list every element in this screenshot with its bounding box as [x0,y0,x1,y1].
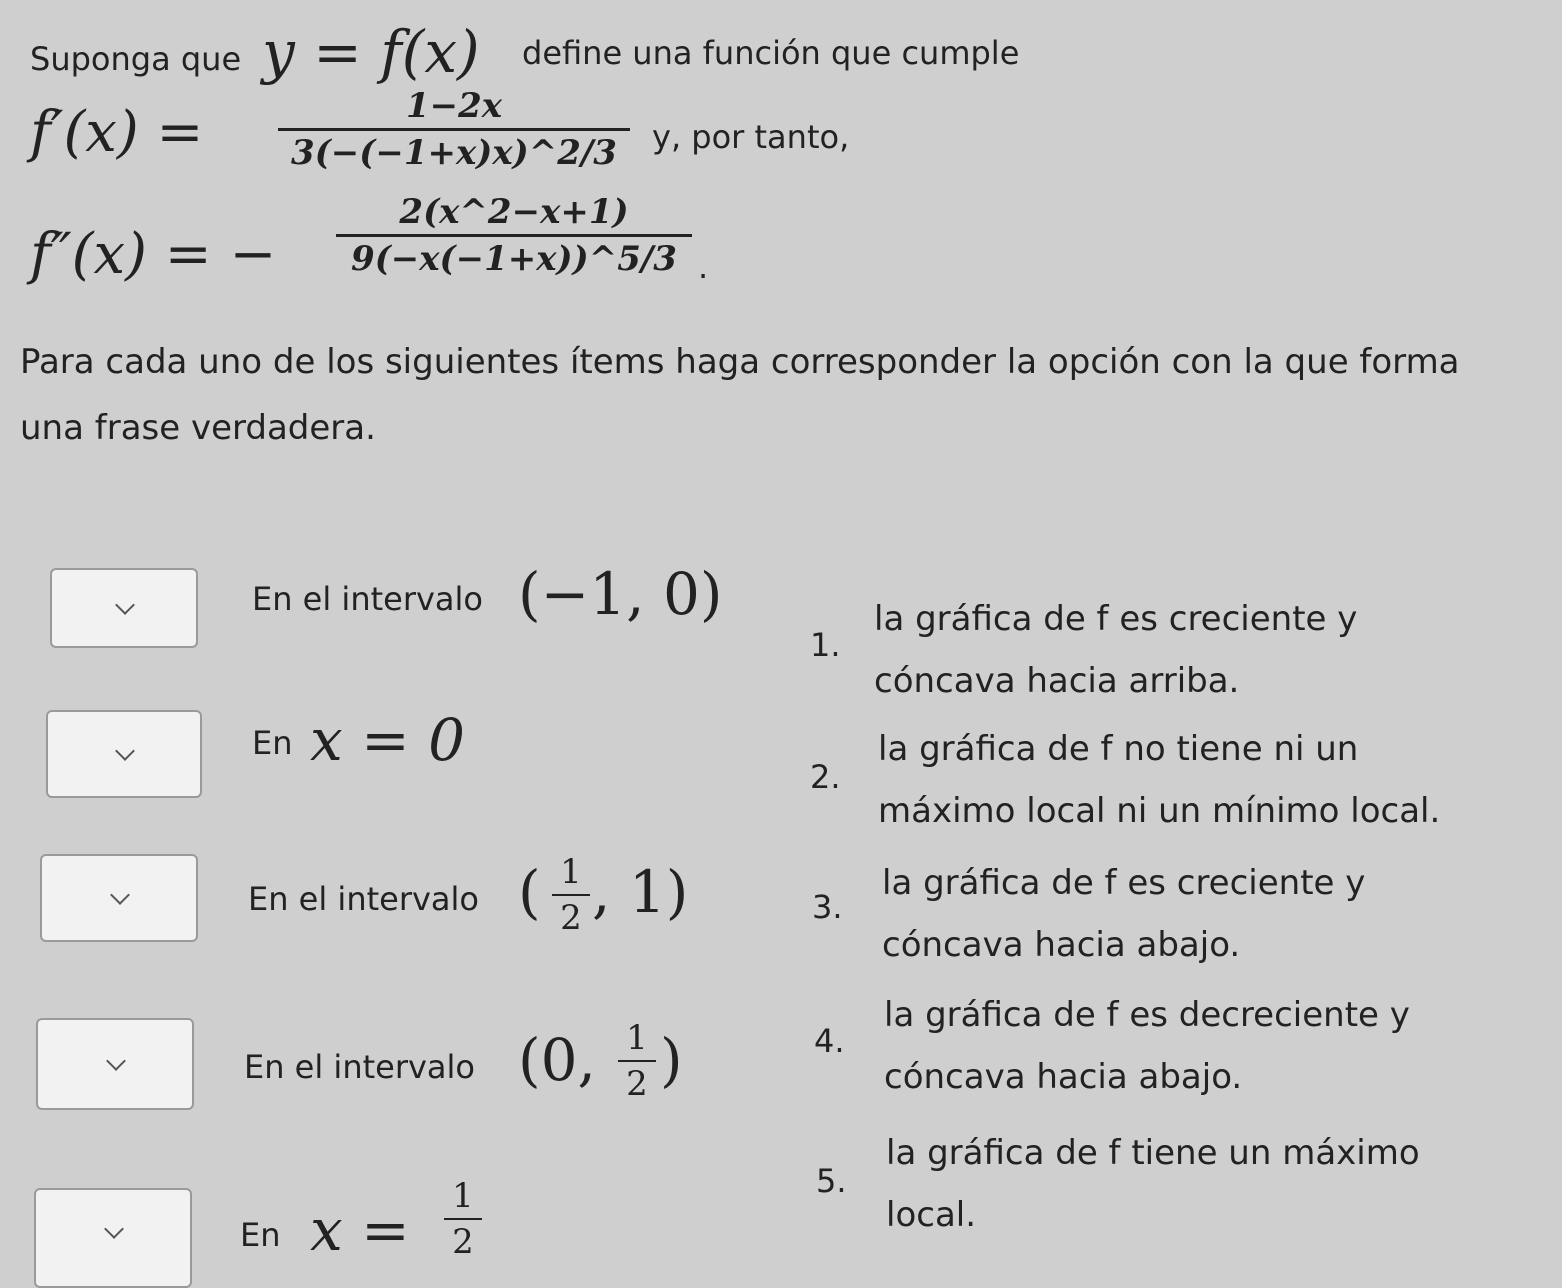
option5-text [886,1122,1420,1246]
fprime-lhs: f′(x) = [30,100,204,165]
item4-numerator: 1 [626,1018,648,1058]
option3-line1: la gráfica de f es creciente y [882,863,1366,903]
item3-denominator: 2 [560,898,582,938]
chevron-down-icon [104,1219,124,1239]
option1-number: 1. [810,626,841,664]
chevron-down-icon [106,1051,126,1071]
item3-numerator: 1 [560,852,582,892]
instructions-line2: una frase verdadera. [20,408,376,448]
fprime-fraction [278,86,630,173]
option3-line2: cóncava hacia abajo. [882,925,1241,965]
item4-close: ) [660,1026,683,1094]
option2-text [878,718,1440,842]
fsecond-period: . [698,248,709,286]
option1-line1: la gráfica de f es creciente y [874,599,1358,639]
fsecond-denominator: 9(−x(−1+x))^5/3 [351,239,677,279]
fsecond-lhs: f″(x) = − [30,222,277,287]
option5-line2: local. [886,1195,977,1235]
item5-fraction [444,1176,482,1262]
item4-open: (0, [518,1026,596,1094]
fprime-suffix: y, por tanto, [652,118,850,156]
item5-math: x = [310,1196,410,1264]
item3-prefix: En el intervalo [248,880,479,918]
item2-prefix: En [252,724,293,762]
item3-fraction [552,852,590,938]
item3-open-paren: ( [518,858,541,926]
option5-number: 5. [816,1162,847,1200]
instructions-line1: Para cada uno de los siguientes ítems haga corresponder la opción con la que forma [20,342,1460,382]
item4-fraction [618,1018,656,1104]
chevron-down-icon [115,595,135,615]
chevron-down-icon [115,741,135,761]
item3-close: , 1) [592,858,689,926]
option4-number: 4. [814,1022,845,1060]
option3-text [882,852,1365,976]
item4-select[interactable] [36,1018,194,1110]
item2-math: x = 0 [310,706,466,774]
option2-line2: máximo local ni un mínimo local. [878,791,1441,831]
option4-line1: la gráfica de f es decreciente y [884,995,1410,1035]
item3-select[interactable] [40,854,198,942]
item5-denominator: 2 [452,1222,474,1262]
item5-fraction-bar [444,1218,482,1220]
fprime-fraction-bar [278,128,630,131]
fprime-numerator: 1−2x [405,86,503,126]
fsecond-fraction [336,192,692,279]
option5-line1: la gráfica de f tiene un máximo [886,1133,1420,1173]
option3-number: 3. [812,888,843,926]
option1-text [874,588,1357,712]
intro-suffix: define una función que cumple [522,34,1020,72]
item1-prefix: En el intervalo [252,580,483,618]
fsecond-fraction-bar [336,234,692,237]
item4-denominator: 2 [626,1064,648,1104]
item4-fraction-bar [618,1060,656,1062]
option4-text [884,984,1410,1108]
intro-math-y-f-x: y = f(x) [262,18,480,86]
chevron-down-icon [110,885,130,905]
item4-prefix: En el intervalo [244,1048,475,1086]
item5-select[interactable] [34,1188,192,1288]
item3-fraction-bar [552,894,590,896]
option2-number: 2. [810,758,841,796]
item1-select[interactable] [50,568,198,648]
item5-numerator: 1 [452,1176,474,1216]
item5-prefix: En [240,1216,281,1254]
option2-line1: la gráfica de f no tiene ni un [878,729,1359,769]
item1-math: (−1, 0) [518,560,723,628]
fsecond-numerator: 2(x^2−x+1) [399,192,629,232]
intro-prefix: Suponga que [30,40,242,78]
fprime-denominator: 3(−(−1+x)x)^2/3 [291,133,617,173]
option4-line2: cóncava hacia abajo. [884,1057,1243,1097]
option1-line2: cóncava hacia arriba. [874,661,1240,701]
item2-select[interactable] [46,710,202,798]
